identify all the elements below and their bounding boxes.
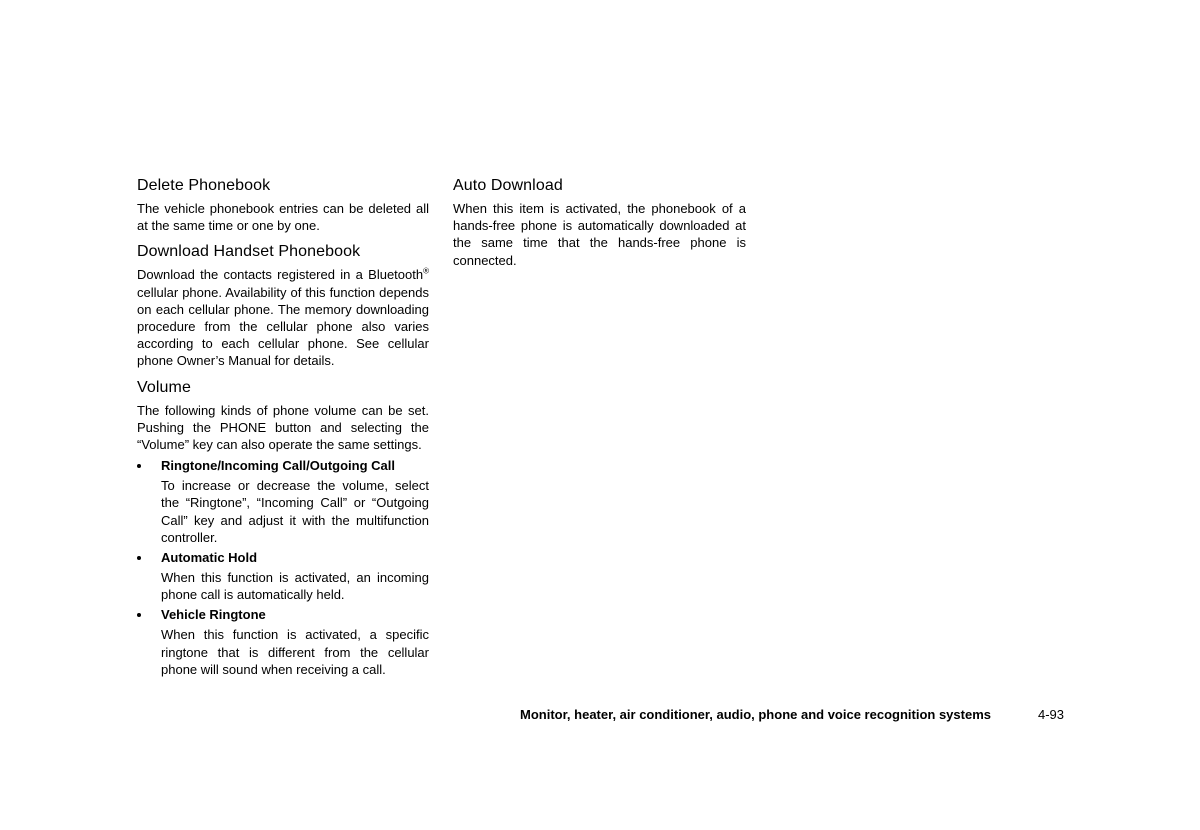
- bullet-body: When this function is activated, a specific ringtone that is different from the cellular phone will sound when receiving a call.: [161, 627, 429, 677]
- section-heading: Download Handset Phonebook: [137, 243, 361, 261]
- bullet-body: When this function is activated, an incoming phone call is automatically held.: [161, 570, 429, 603]
- registered-mark: ®: [423, 267, 429, 277]
- section-paragraph: The vehicle phonebook entries can be deleted all at the same time or one by one.: [137, 201, 429, 234]
- section-heading: Delete Phonebook: [137, 177, 271, 194]
- page-number: 4-93: [1037, 707, 1064, 722]
- section-heading: Volume: [137, 378, 191, 396]
- bullet-dot-icon: [137, 464, 141, 468]
- section-auto-download: [453, 176, 746, 269]
- right-column: [453, 176, 746, 277]
- bullet-item-ringtone: [137, 457, 429, 546]
- section-paragraph: When this item is activated, the phonebook of a hands-free phone is automatically downloaded at the same time that the hands-free phone is connected.: [453, 201, 746, 268]
- bullet-title: Vehicle Ringtone: [161, 607, 266, 623]
- section-delete-phonebook: [137, 176, 429, 234]
- paragraph-text-start: Download the contacts registered in a Bluetooth: [137, 267, 424, 283]
- section-heading: Auto Download: [453, 177, 563, 194]
- bullet-title: Automatic Hold: [161, 550, 258, 566]
- page-footer: [520, 706, 1064, 723]
- paragraph-text-end: cellular phone. Availability of this function depends on each cellular phone. The memory downloading procedure from the cellular phone also varies according to each cellular phone. See cellular phone Owner’s Manual for details.: [137, 284, 429, 369]
- section-volume: [137, 378, 429, 678]
- bullet-dot-icon: [137, 556, 141, 560]
- bullet-title: Ringtone/Incoming Call/Outgoing Call: [161, 458, 395, 474]
- footer-title: Monitor, heater, air conditioner, audio, phone and voice recognition systems: [520, 707, 991, 722]
- section-paragraph: The following kinds of phone volume can be set. Pushing the PHONE button and selecting the “Volume” key can also operate the same settings.: [137, 402, 429, 453]
- bullet-dot-icon: [137, 613, 141, 617]
- bullet-item-automatic-hold: [137, 549, 429, 603]
- bullet-item-vehicle-ringtone: [137, 606, 429, 678]
- section-paragraph: [137, 266, 429, 369]
- left-column: [137, 176, 429, 686]
- section-download-handset-phonebook: [137, 242, 429, 369]
- bullet-body: To increase or decrease the volume, select the “Ringtone”, “Incoming Call” or “Outgoing Call” key and adjust it with the multifunction controller.: [161, 478, 429, 545]
